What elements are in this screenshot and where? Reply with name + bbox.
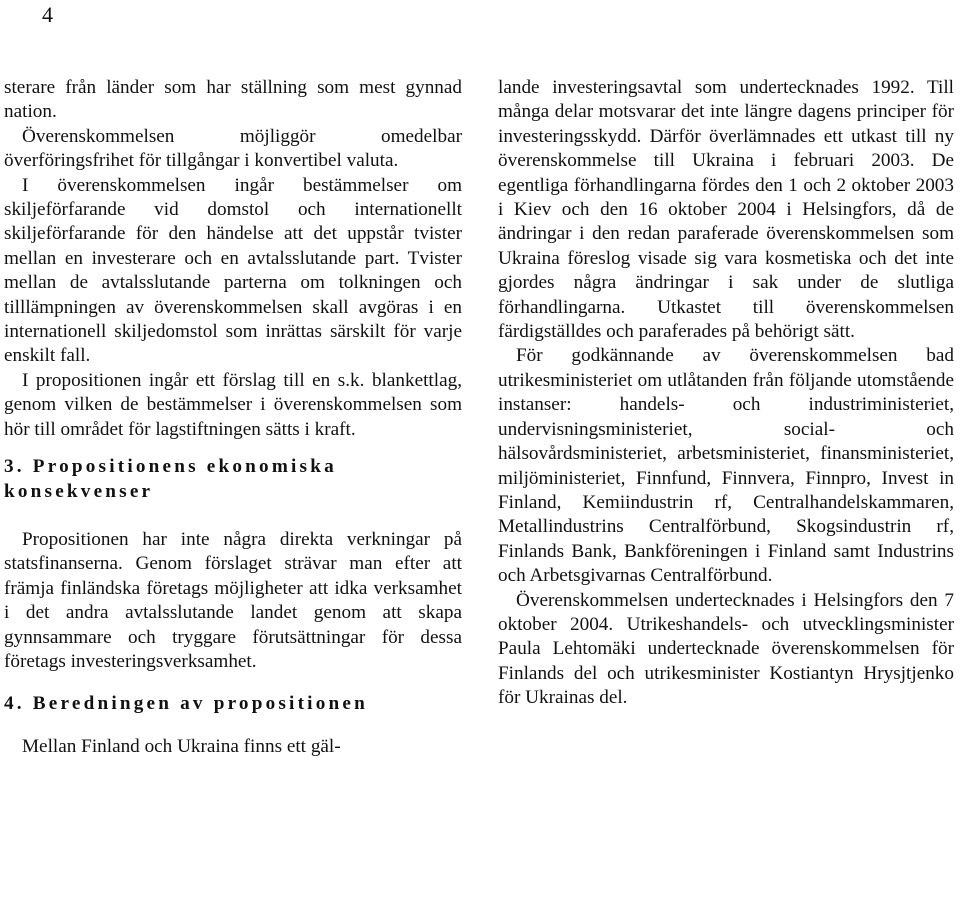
paragraph: Propositionen har inte några direkta verkningar på statsfinanserna. Genom förslaget strävar man efter att främja finländska företags möjligheter att idka verksamhet i det andra avtalsslutande landet genom att skapa gynnsammare och tryggare förutsättningar för dessa företags investeringsverksamhet. — [4, 528, 462, 672]
paragraph: Mellan Finland och Ukraina finns ett gäl- — [22, 735, 341, 757]
paragraph: För godkännande av överenskommelsen bad utrikesministeriet om utlåtanden från följande utomstående instanser: handels- och industriministeriet, undervisningsministeriet, social- och hälsovårdsministeriet, arbetsministeriet, finansministeriet, miljöministeriet, Finnfund, Finnvera, Finnpro, Invest in Finland, Kemiindustrin rf, Centralhandelskammaren, Metallindustrins Centralförbund, Skogsindustrin rf, Finlands Bank, Bankföreningen i Finland samt Industrins och Arbetsgivarnas Centralförbund. — [498, 345, 954, 587]
paragraph: lande investeringsavtal som undertecknades 1992. Till många delar motsvarar det inte längre dagens principer för investeringsskydd. Därför överlämnades ett utkast till ny överenskommelse till Ukraina i februari 2003. De egentliga förhandlingarna fördes den 1 och 2 oktober 2003 i Kiev och den 16 oktober 2004 i Helsingfors, då de ändringar i den redan paraferade överenskommelsen som Ukraina föreslog visade sig vara kosmetiska och det inte gjordes några ändringar i sak under de slutliga förhandlingarna. Utkastet till överenskommelsen färdigställdes och paraferades på behörigt sätt. — [498, 77, 954, 343]
paragraph: I propositionen ingår ett förslag till en s.k. blankettlag, genom vilken de bestämmelser i överenskommelsen som hör till området för lagstiftningen sätts i kraft. — [4, 369, 462, 440]
page-number: 4 — [42, 2, 53, 27]
paragraph: Överenskommelsen möjliggör omedelbar överföringsfrihet för tillgångar i konvertibel valuta. — [4, 125, 462, 172]
paragraph: I överenskommelsen ingår bestämmelser om skiljeförfarande vid domstol och internationellt skiljeförfarande för den händelse att det uppstår tvister mellan en investerare och en avtalsslutande part. Tvister mellan de avtalsslutande parterna om tolkningen och tilllämpningen av överenskommelsen skall avgöras i en internationell skiljedomstol som inrättas särskilt för varje enskilt fall. — [4, 174, 462, 367]
section-heading-4: 4. Beredningen av propositionen — [4, 693, 368, 715]
spacer — [4, 442, 462, 455]
section-heading-3: 3. Propositionens ekonomiska konsekvenser — [4, 456, 337, 502]
spacer — [4, 674, 462, 692]
spacer — [4, 504, 462, 528]
paragraph: sterare från länder som har ställning som mest gynnad nation. — [4, 77, 462, 123]
left-column — [4, 76, 462, 759]
paragraph: Överenskommelsen undertecknades i Helsingfors den 7 oktober 2004. Utrikeshandels- och utvecklingsminister Paula Lehtomäki undertecknade överenskommelsen för Finlands del och utrikesminister Kostiantyn Hrysjtjenko för Ukrainas del. — [498, 589, 954, 709]
spacer — [4, 717, 462, 735]
right-column — [498, 76, 954, 711]
